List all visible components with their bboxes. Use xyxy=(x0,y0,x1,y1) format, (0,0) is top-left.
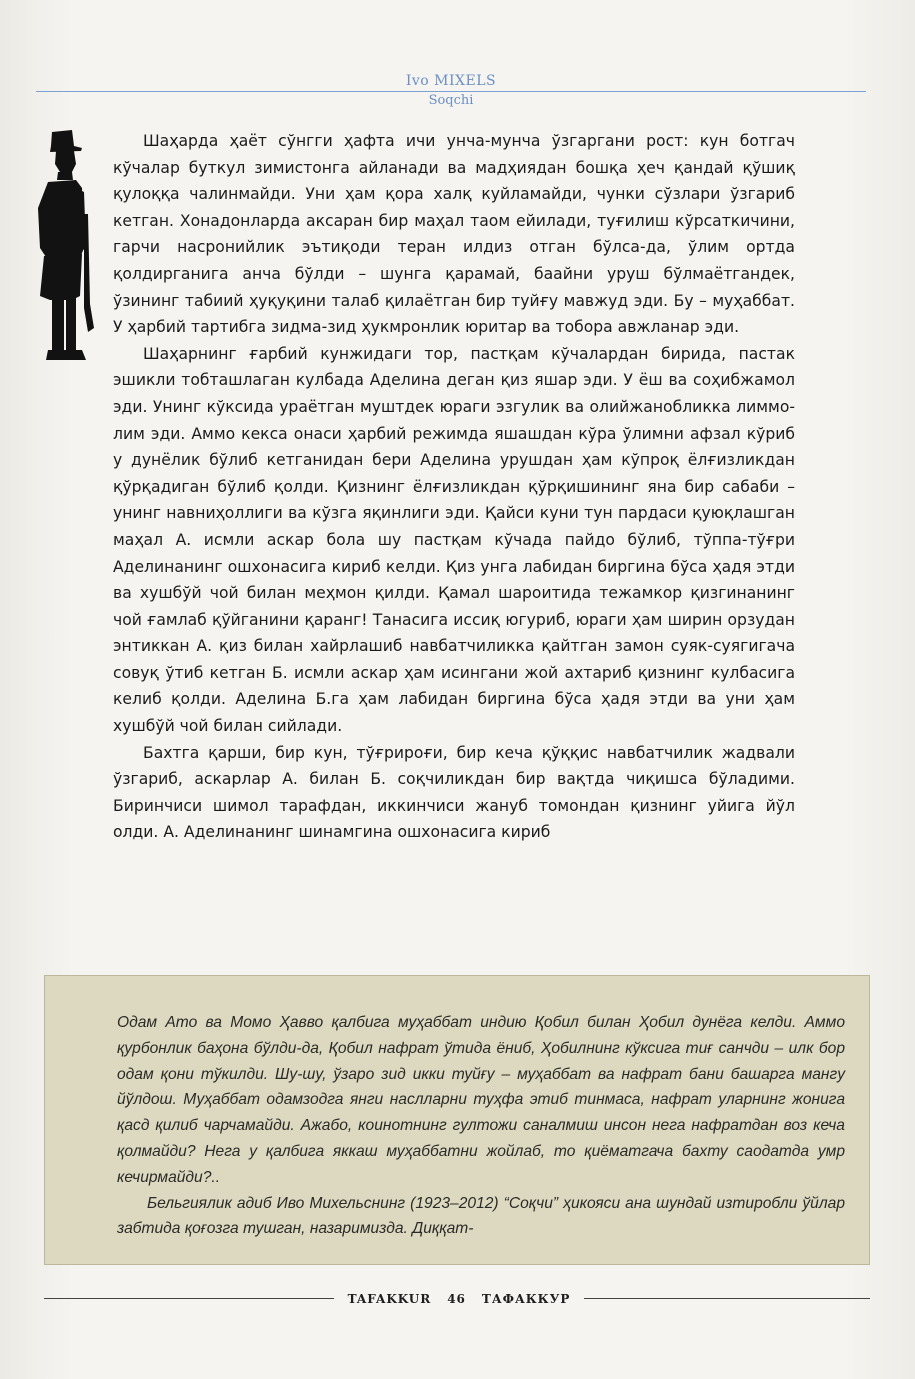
footer-rule-left xyxy=(44,1298,334,1299)
article-paragraph: Шаҳарнинг ғарбий кунжидаги тор, пастқам кўчалардан бирида, пастак эшикли тобташлаган кулбада Аделина деган қиз яшар эди. У ёш ва соҳибжамол эди. Унинг кўксида ураётган муштдек юраги эзгулик ва олийжанобликка лиммо-лим эди. Аммо кекса онаси ҳарбий режимда яшашдан кўра ўлимни афзал кўриб у дунёлик бўлиб кетганидан бери Аделина урушдан ҳам кўпроқ ёлғизликдан қўрқадиган бўлиб қолди. Қизнинг ёлғизликдан қўрқишининг яна бир сабаби – унинг навниҳоллиги ва кўзга яқинлиги эди. Қайси куни тун пардаси қуюқлашган маҳал А. исмли аскар бола шу пастқам кўчада пайдо бўлиб, тўппа-тўғри Аделинанинг ошхонасига кириб келди. Қиз унга лабидан биргина бўса ҳадя этди ва хушбўй чой билан меҳмон қилди. Қамал шароитида тежамкор қизгинанинг чой ғамлаб қўйганини қаранг! Танасига иссиқ югуриб, юраги ҳам ширин орзудан энтиккан А. қиз билан хайрлашиб навбатчиликка қайтган замон суяк-суягигача совуқ ўтиб кетган Б. исмли аскар ҳам исингани жой ахтариб қизнинг кулбасига келиб қолди. Аделина Б.га ҳам лабидан биргина бўса ҳадя этди ва уни ҳам хушбўй чой билан сийлади. xyxy=(113,344,795,736)
sidebar-paragraph: Одам Ато ва Момо Ҳавво қалбига муҳаббат индию Қобил билан Ҳобил дунёга келди. Аммо қурбонлик баҳона бўлди-да, Қобил нафрат ўтида ёниб, Ҳобилнинг кўксига тиғ санчди – илк бор одам қони тўкилди. Шу-шу, ўзаро зид икки туйғу – муҳаббат ва нафрат бани башарга мангу йўлдош. Муҳаббат одамзодга янги наслларни туҳфа этиб тинмаса, нафрат уларнинг жонига қасд қилиб чарчамайди. Ажабо, коинотнинг гултожи саналмиш инсон нега нафратдан воз кеча қолмайди? Нега у қалбига яккаш муҳаббатни жойлаб, то қиёматгача бахту саодатда умр кечирмайди?.. xyxy=(117,1014,845,1186)
article-paragraph: Шаҳарда ҳаёт сўнгги ҳафта ичи унча-мунча ўзгаргани рост: кун ботгач кўчалар буткул зимистонга айланади ва мадҳиядан бошқа ҳеч қандай қўшиқ қулоққа чалинмайди. Уни ҳам қора халқ куйламайди, чунки сўзлари ўзгариб кетган. Хонадонларда аксаран бир маҳал таом ейилади, туғилиш кўрсаткичини, гарчи насронийлик эътиқоди теран илдиз отган бўлса-да, ўлим ортда қолдирганига анча бўлди – шунга қарамай, баайни уруш бўлмаётгандек, ўзининг табиий ҳуқуқини талаб қилаётган бир туйғу мавжуд эди. Бу – муҳаббат. У ҳарбий тартибга зидма-зид ҳукмронлик юритар ва тобора авжланар эди. xyxy=(113,132,795,337)
footer-rule-right xyxy=(584,1298,870,1299)
header-rule xyxy=(36,91,866,92)
sidebar-paragraph: Бельгиялик адиб Иво Михельснинг (1923–2012) “Соқчи” ҳикояси ана шундай изтиробли ўйлар забтида қоғозга тушган, назаримизда. Диққат- xyxy=(117,1194,845,1238)
page-footer xyxy=(44,1288,870,1310)
article-paragraph: Бахтга қарши, бир кун, тўғрироғи, бир кеча қўққис навбатчилик жадвали ўзгариб, аскарлар А. билан Б. соқчиликдан бир вақтда чиқишса бўладими. Биринчиси шимол тарафдан, иккинчиси жануб томондан қизнинг уйига йўл олди. А. Аделинанинг шинамгина ошхонасига кириб xyxy=(113,743,795,842)
header-author: Ivo MIXELS xyxy=(405,73,497,89)
footer-journal-cyrillic: ТАФАККУР xyxy=(481,1292,571,1306)
running-header xyxy=(36,72,866,109)
page-number: 46 xyxy=(447,1292,466,1306)
editorial-sidebar-text xyxy=(117,1010,845,1242)
footer-journal-latin: TAFAKKUR xyxy=(347,1292,432,1306)
soldier-silhouette-illustration xyxy=(26,128,96,364)
editorial-sidebar-box xyxy=(44,975,870,1265)
footer-center xyxy=(334,1288,584,1310)
header-story-title: Soqchi xyxy=(428,93,474,108)
article-body xyxy=(113,128,795,846)
